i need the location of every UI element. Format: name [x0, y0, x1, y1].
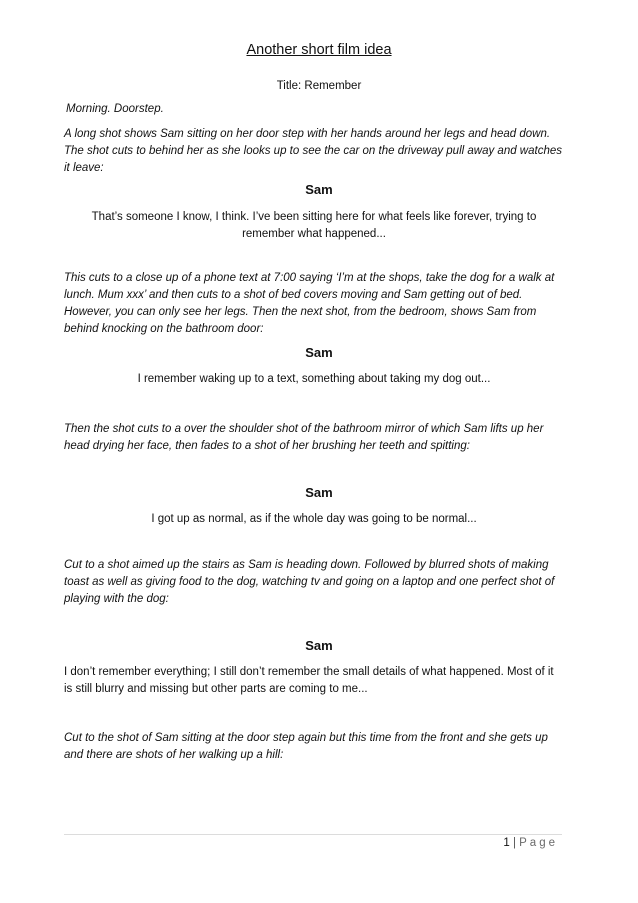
- document-heading: Another short film idea: [246, 42, 392, 58]
- scene-heading: Morning. Doorstep.: [66, 103, 164, 115]
- dialogue-3: I got up as normal, as if the whole day was going to be normal...: [151, 513, 477, 525]
- speaker-name-3: Sam: [305, 485, 333, 500]
- page-number: 1: [503, 837, 510, 849]
- speaker-name-2: Sam: [305, 345, 333, 360]
- footer-separator: |: [512, 837, 516, 849]
- speaker-name-4: Sam: [305, 638, 333, 653]
- page-footer: [64, 837, 558, 849]
- stage-direction-2: This cuts to a close up of a phone text at 7:00 saying ‘I’m at the shops, take the dog for a walk at lunch. Mum xxx’ and then cuts to a shot of bed covers moving and Sam getting out of bed. However, you can only see her legs. Then the next shot, from the bedroom, shows Sam from behind knocking on the bathroom door:: [64, 272, 555, 335]
- footer-divider: [64, 834, 562, 835]
- dialogue-4: I don’t remember everything; I still don’t remember the small details of what happened. Most of it is still blurry and missing but other parts are coming to me...: [64, 666, 554, 695]
- dialogue-2: I remember waking up to a text, something about taking my dog out...: [137, 373, 491, 385]
- dialogue-1: That’s someone I know, I think. I’ve been sitting here for what feels like forever, trying to remember what happened...: [91, 211, 537, 240]
- stage-direction-3: Then the shot cuts to a over the shoulder shot of the bathroom mirror of which Sam lifts up her head drying her face, then fades to a shot of her brushing her teeth and spitting:: [64, 423, 544, 452]
- stage-direction-5: Cut to the shot of Sam sitting at the door step again but this time from the front and she gets up and there are shots of her walking up a hill:: [64, 732, 548, 761]
- speaker-name-1: Sam: [305, 182, 333, 197]
- film-title: Title: Remember: [276, 80, 362, 92]
- stage-direction-1: A long shot shows Sam sitting on her door step with her hands around her legs and head down. The shot cuts to behind her as she looks up to see the car on the driveway pull away and watches it leave:: [64, 128, 562, 174]
- page-label: Page: [519, 837, 558, 849]
- stage-direction-4: Cut to a shot aimed up the stairs as Sam is heading down. Followed by blurred shots of making toast as well as giving food to the dog, watching tv and going on a laptop and one perfect shot of playing with the dog:: [64, 559, 555, 605]
